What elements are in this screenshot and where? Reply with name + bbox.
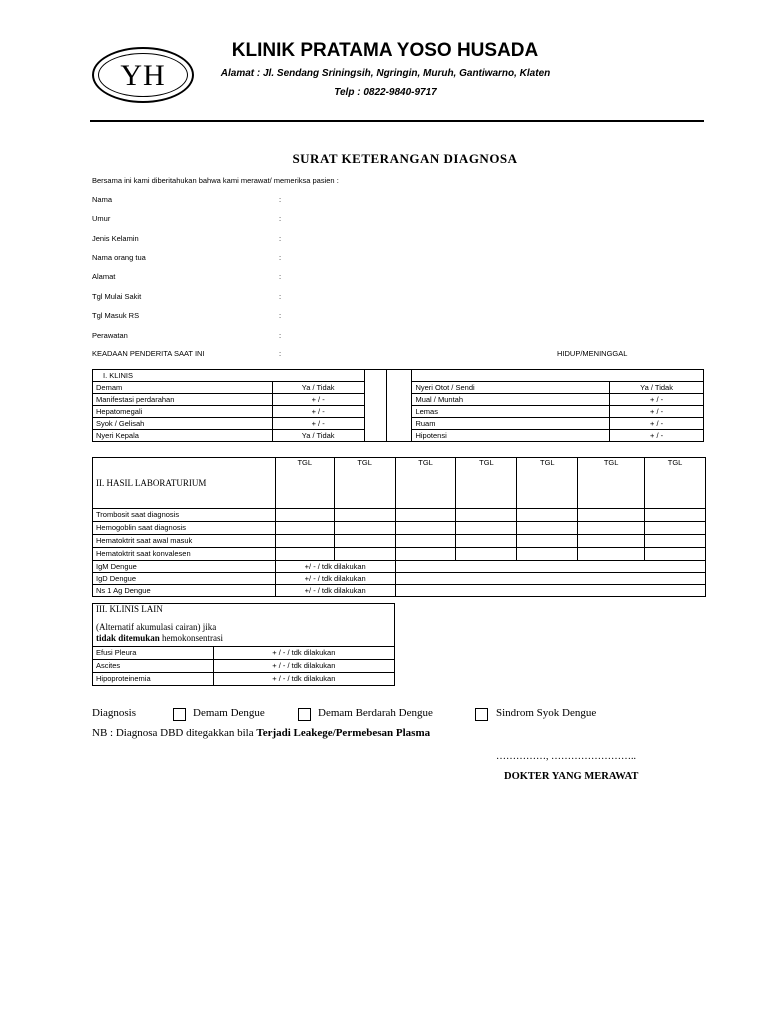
document-title: SURAT KETERANGAN DIAGNOSA: [292, 151, 518, 166]
field-label: KEADAAN PENDERITA SAAT INI: [92, 349, 205, 358]
klinis-item: Manifestasi perdarahan: [93, 394, 273, 406]
klinis-item: Hepatomegali: [93, 406, 273, 418]
field-colon: :: [279, 195, 282, 204]
lab-cell[interactable]: [645, 535, 706, 548]
field-label: Alamat: [92, 272, 116, 281]
klinis-value[interactable]: + / -: [272, 394, 364, 406]
field-colon: :: [279, 214, 282, 223]
klinis-item: Ruam: [412, 418, 610, 430]
lab-cell[interactable]: [645, 548, 706, 561]
tgl-header: TGL: [395, 458, 456, 509]
field-label: Jenis Kelamin: [92, 234, 139, 243]
checkbox-demam-dengue[interactable]: [173, 708, 186, 721]
klinis-item: Mual / Muntah: [412, 394, 610, 406]
lab-row-label: Hematoktrit saat konvalesen: [93, 548, 276, 561]
lab-cell[interactable]: [275, 535, 334, 548]
checkbox-sindrom-syok[interactable]: [475, 708, 488, 721]
diagnosis-label: Diagnosis: [92, 707, 136, 719]
klinis-lain-note: (Alternatif akumulasi cairan) jika: [96, 622, 217, 632]
klinis-lain-item: Hipoproteinemia: [93, 673, 214, 686]
lab-cell[interactable]: [456, 509, 517, 522]
field-label: Nama orang tua: [92, 253, 146, 262]
checkbox-dbd[interactable]: [298, 708, 311, 721]
signature-title: DOKTER YANG MERAWAT: [504, 771, 639, 782]
klinis-value[interactable]: + / -: [610, 394, 704, 406]
clinic-logo: YH: [92, 47, 194, 103]
tgl-header: TGL: [645, 458, 706, 509]
klinis-table: [92, 369, 704, 442]
field-colon: :: [279, 311, 282, 320]
tgl-header: TGL: [456, 458, 517, 509]
klinis-value[interactable]: + / -: [272, 406, 364, 418]
lab-cell[interactable]: [275, 509, 334, 522]
lab-row-label: Hemogoblin saat diagnosis: [93, 522, 276, 535]
field-label: Umur: [92, 214, 111, 223]
klinis-lain-value[interactable]: + / - / tdk dilakukan: [213, 647, 394, 660]
lab-cell[interactable]: [645, 509, 706, 522]
klinis-value[interactable]: + / -: [610, 406, 704, 418]
klinis-value[interactable]: Ya / Tidak: [272, 382, 364, 394]
lab-row-label: Hematoktrit saat awal masuk: [93, 535, 276, 548]
clinic-address: Alamat : Jl. Sendang Sriningsih, Ngringin, Muruh, Gantiwarno, Klaten: [220, 68, 551, 79]
field-colon: :: [279, 292, 282, 301]
klinis-item: Lemas: [412, 406, 610, 418]
lab-cell[interactable]: [578, 509, 645, 522]
lab-cell[interactable]: [395, 535, 456, 548]
field-label: Tgl Masuk RS: [92, 311, 140, 320]
klinis-lain-value[interactable]: + / - / tdk dilakukan: [213, 673, 394, 686]
klinis-item: Nyeri Otot / Sendi: [412, 382, 610, 394]
option-sindrom-syok: Sindrom Syok Dengue: [496, 707, 597, 719]
tgl-header: TGL: [334, 458, 395, 509]
klinis-item: Hipotensi: [412, 430, 610, 442]
serology-item: IgD Dengue: [93, 573, 276, 585]
klinis-heading: I. KLINIS: [93, 370, 365, 382]
serology-value[interactable]: +/ - / tdk dilakukan: [275, 573, 395, 585]
field-colon: :: [279, 272, 282, 281]
klinis-lain-note2: tidak ditemukan hemokonsentrasi: [96, 633, 224, 643]
lab-table: [92, 457, 706, 597]
intro-text: Bersama ini kami diberitahukan bahwa kami merawat/ memeriksa pasien :: [92, 176, 339, 185]
klinis-value[interactable]: Ya / Tidak: [610, 382, 704, 394]
field-colon: :: [279, 349, 282, 358]
field-label: Nama: [92, 195, 113, 204]
lab-cell[interactable]: [517, 522, 578, 535]
klinis-item: Syok / Gelisah: [93, 418, 273, 430]
klinis-lain-table: [92, 603, 395, 686]
lab-cell[interactable]: [578, 535, 645, 548]
tgl-header: TGL: [275, 458, 334, 509]
lab-cell[interactable]: [275, 548, 334, 561]
serology-value[interactable]: +/ - / tdk dilakukan: [275, 561, 395, 573]
clinic-name: KLINIK PRATAMA YOSO HUSADA: [231, 40, 539, 61]
field-label: Perawatan: [92, 331, 128, 340]
header-divider: [90, 120, 704, 122]
klinis-lain-heading: III. KLINIS LAIN: [96, 604, 163, 614]
klinis-item: Demam: [93, 382, 273, 394]
lab-cell[interactable]: [395, 509, 456, 522]
lab-cell[interactable]: [517, 548, 578, 561]
lab-cell[interactable]: [517, 509, 578, 522]
field-colon: :: [279, 331, 282, 340]
lab-row-label: Trombosit saat diagnosis: [93, 509, 276, 522]
klinis-lain-item: Ascites: [93, 660, 214, 673]
serology-item: IgM Dengue: [93, 561, 276, 573]
signature-place-date[interactable]: ……………, ……………………..: [496, 751, 636, 762]
klinis-item: Nyeri Kepala: [93, 430, 273, 442]
option-demam-dengue: Demam Dengue: [193, 707, 265, 719]
lab-cell[interactable]: [645, 522, 706, 535]
klinis-value[interactable]: + / -: [272, 418, 364, 430]
field-label: Tgl Mulai Sakit: [92, 292, 142, 301]
lab-cell[interactable]: [395, 548, 456, 561]
lab-cell[interactable]: [456, 535, 517, 548]
lab-cell[interactable]: [334, 535, 395, 548]
serology-value[interactable]: +/ - / tdk dilakukan: [275, 585, 395, 597]
lab-cell[interactable]: [334, 522, 395, 535]
lab-cell[interactable]: [456, 548, 517, 561]
klinis-value[interactable]: + / -: [610, 418, 704, 430]
field-colon: :: [279, 253, 282, 262]
lab-cell[interactable]: [517, 535, 578, 548]
clinic-phone: Telp : 0822-9840-9717: [334, 87, 437, 98]
field-colon: :: [279, 234, 282, 243]
lab-cell[interactable]: [578, 548, 645, 561]
lab-cell[interactable]: [456, 522, 517, 535]
option-dbd: Demam Berdarah Dengue: [318, 707, 433, 719]
klinis-lain-item: Efusi Pleura: [93, 647, 214, 660]
nb-note: NB : Diagnosa DBD ditegakkan bila Terjadi Leakege/Permebesan Plasma: [92, 727, 431, 739]
lab-cell[interactable]: [395, 522, 456, 535]
serology-item: Ns 1 Ag Dengue: [93, 585, 276, 597]
klinis-value[interactable]: + / -: [610, 430, 704, 442]
lab-cell[interactable]: [334, 548, 395, 561]
lab-cell[interactable]: [334, 509, 395, 522]
lab-cell[interactable]: [275, 522, 334, 535]
klinis-lain-value[interactable]: + / - / tdk dilakukan: [213, 660, 394, 673]
lab-cell[interactable]: [578, 522, 645, 535]
tgl-header: TGL: [517, 458, 578, 509]
tgl-header: TGL: [578, 458, 645, 509]
lab-heading: II. HASIL LABORATURIUM: [93, 458, 276, 509]
klinis-value[interactable]: Ya / Tidak: [272, 430, 364, 442]
status-option: HIDUP/MENINGGAL: [557, 349, 628, 358]
